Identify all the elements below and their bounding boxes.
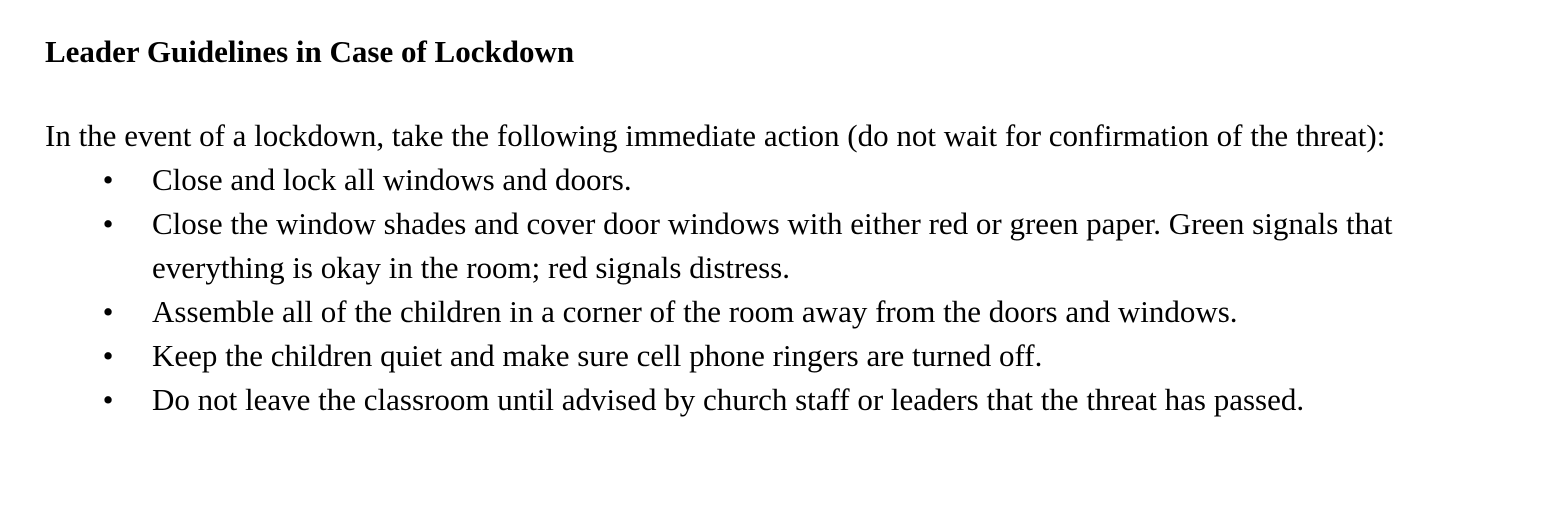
list-item-text: Assemble all of the children in a corner of the room away from the doors and windows. [152,294,1238,329]
list-item [45,334,1492,378]
list-item [45,290,1492,334]
list-item [45,378,1492,422]
bullet-icon: • [102,206,114,241]
list-item [45,158,1492,202]
guideline-list [45,158,1525,422]
list-item [45,202,1492,290]
document-page [45,30,1525,422]
bullet-icon: • [102,162,114,197]
bullet-icon: • [102,294,114,329]
list-item-text: Keep the children quiet and make sure cell phone ringers are turned off. [152,338,1043,373]
list-item-text: Close the window shades and cover door windows with either red or green paper. Green signals that everything is okay in the room; red signals distress. [152,206,1393,285]
list-item-text: Close and lock all windows and doors. [152,162,632,197]
list-item-text: Do not leave the classroom until advised by church staff or leaders that the threat has passed. [152,382,1305,417]
bullet-icon: • [102,338,114,373]
intro-paragraph: In the event of a lockdown, take the following immediate action (do not wait for confirmation of the threat): [45,118,1386,153]
bullet-icon: • [102,382,114,417]
document-title: Leader Guidelines in Case of Lockdown [45,34,575,69]
